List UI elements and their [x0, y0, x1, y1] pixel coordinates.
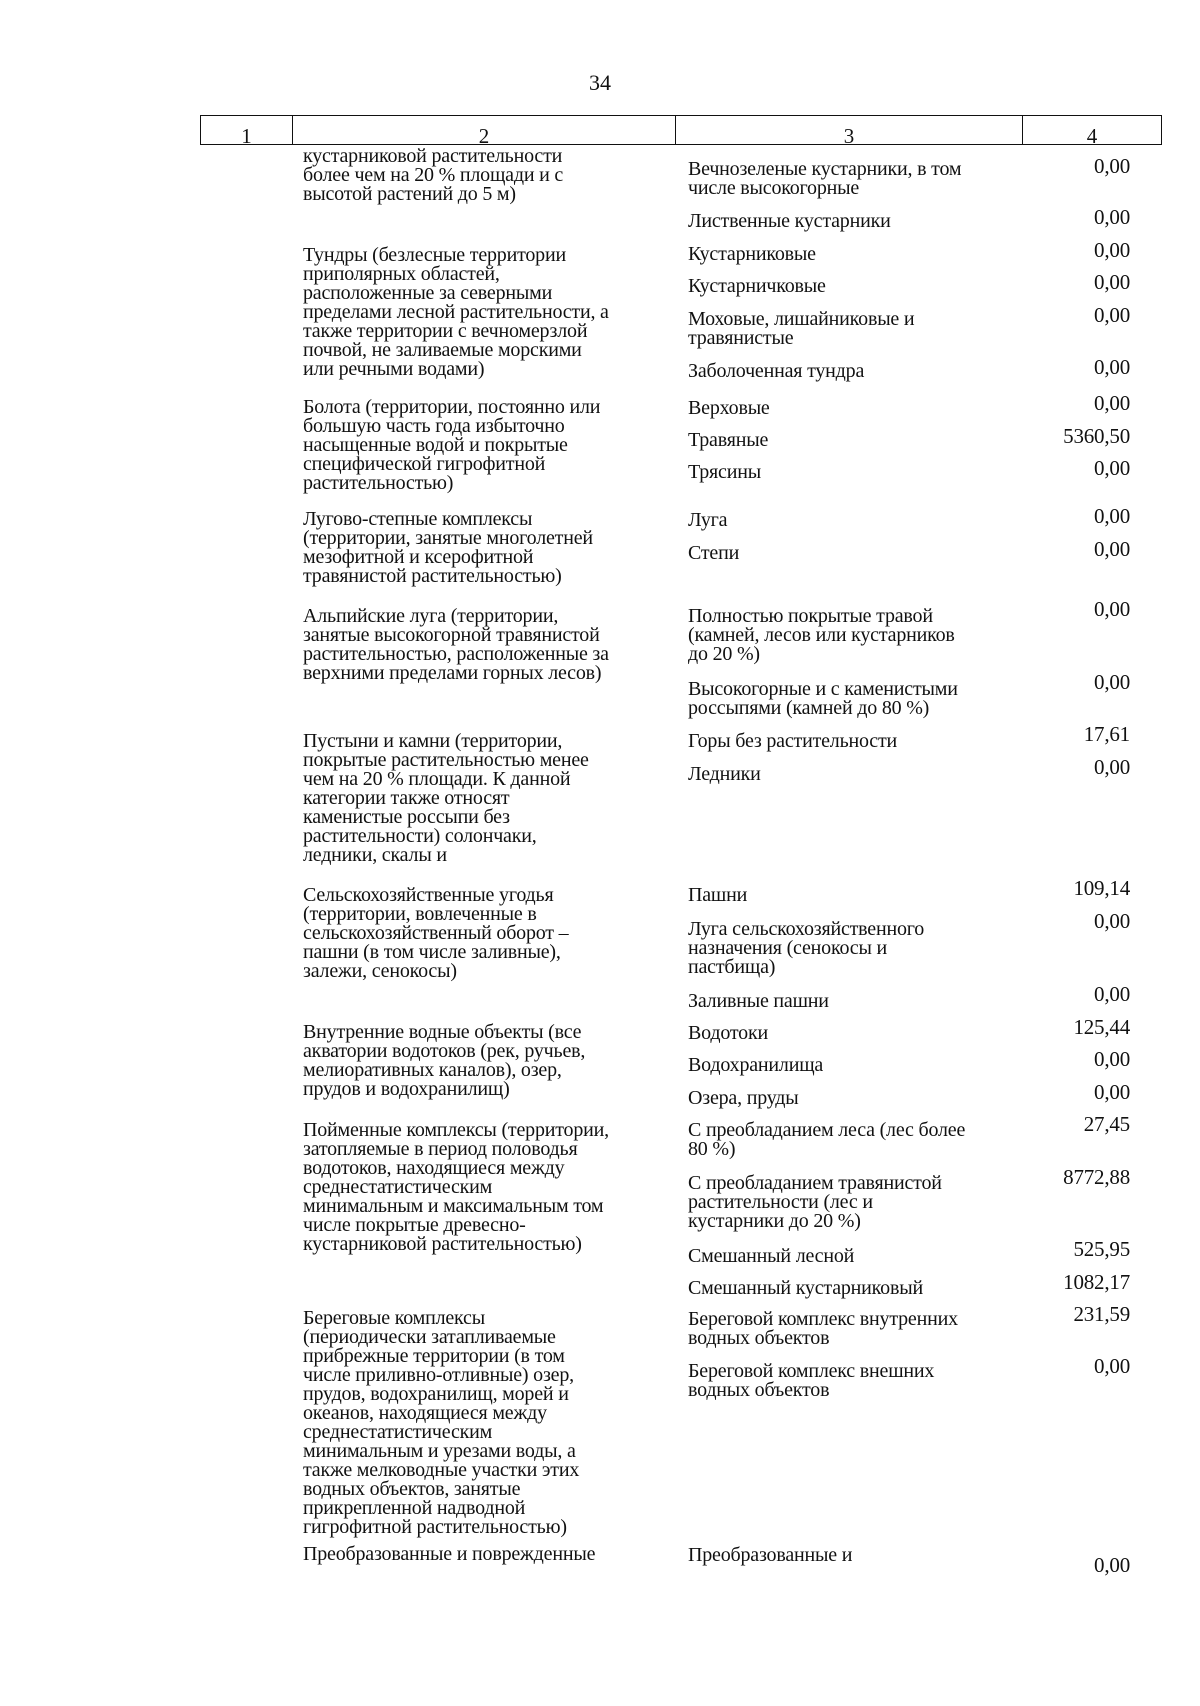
subcategory-cell: Вечнозеленые кустарники, в том числе высокогорные [688, 158, 962, 199]
category-cell: Лугово-степные комплексы (территории, занятые многолетней мезофитной и ксерофитной травянистой растительностью) [303, 508, 593, 587]
subcategory-cell: Пашни [688, 884, 748, 906]
subcategory-cell: Лиственные кустарники [688, 210, 891, 232]
category-cell: Преобразованные и поврежденные [303, 1543, 596, 1565]
header-col-3: 3 [676, 116, 1023, 144]
category-cell: Болота (территории, постоянно или большую часть года избыточно насыщенные водой и покрытые специфической гигрофитной растительностью) [303, 396, 601, 494]
value-cell: 525,95 [1073, 1237, 1130, 1261]
subcategory-cell: Моховые, лишайниковые и травянистые [688, 308, 915, 349]
subcategory-cell: Береговой комплекс внешних водных объектов [688, 1360, 935, 1401]
value-cell: 0,00 [1094, 303, 1130, 327]
value-cell: 8772,88 [1063, 1165, 1130, 1189]
subcategory-cell: Трясины [688, 461, 761, 483]
category-cell: Береговые комплексы (периодически затапливаемые прибрежные территории (в том числе приливно-отливные) озер, прудов, водохранилищ, морей и океанов, находящиеся между среднестатистическим минимальным и урезами воды, а также мелководные участки этих водных объектов, занятые прикрепленной надводной гигрофитной растительностью) [303, 1307, 580, 1538]
subcategory-cell: Кустарничковые [688, 275, 826, 297]
subcategory-cell: Преобразованные и [688, 1544, 853, 1566]
subcategory-cell: Верховые [688, 397, 770, 419]
subcategory-cell: Луга [688, 509, 728, 531]
subcategory-cell: Луга сельскохозяйственного назначения (сенокосы и пастбища) [688, 918, 925, 978]
header-col-2: 2 [293, 116, 676, 144]
subcategory-cell: Водохранилища [688, 1054, 824, 1076]
subcategory-cell: Высокогорные и с каменистыми россыпями (камней до 80 %) [688, 678, 958, 719]
subcategory-cell: Смешанный лесной [688, 1245, 855, 1267]
category-cell: кустарниковой растительности более чем на 20 % площади и с высотой растений до 5 м) [303, 145, 564, 205]
value-cell: 5360,50 [1063, 424, 1130, 448]
subcategory-cell: С преобладанием леса (лес более 80 %) [688, 1119, 966, 1160]
category-cell: Тундры (безлесные территории приполярных областей, расположенные за северными пределами лесной растительности, а также территории с вечномерзлой почвой, не заливаемые морскими или речными водами) [303, 244, 609, 380]
value-cell: 0,00 [1094, 537, 1130, 561]
value-cell: 0,00 [1094, 355, 1130, 379]
value-cell: 0,00 [1094, 909, 1130, 933]
subcategory-cell: Береговой комплекс внутренних водных объектов [688, 1308, 958, 1349]
category-cell: Внутренние водные объекты (все акватории водотоков (рек, ручьев, мелиоративных каналов), озер, прудов и водохранилищ) [303, 1021, 586, 1100]
subcategory-cell: Озера, пруды [688, 1087, 799, 1109]
value-cell: 0,00 [1094, 154, 1130, 178]
page-number: 34 [589, 70, 611, 95]
subcategory-cell: Заболоченная тундра [688, 360, 865, 382]
value-cell: 0,00 [1094, 755, 1130, 779]
value-cell: 0,00 [1094, 1354, 1130, 1378]
value-cell: 0,00 [1094, 391, 1130, 415]
subcategory-cell: Ледники [688, 763, 761, 785]
subcategory-cell: Заливные пашни [688, 990, 829, 1012]
subcategory-cell: Кустарниковые [688, 243, 816, 265]
value-cell: 1082,17 [1063, 1270, 1130, 1294]
value-cell: 0,00 [1094, 270, 1130, 294]
value-cell: 0,00 [1094, 205, 1130, 229]
table-header-row [200, 115, 1162, 148]
value-cell: 0,00 [1094, 1080, 1130, 1104]
category-cell: Сельскохозяйственные угодья (территории, вовлеченные в сельскохозяйственный оборот – пашни (в том числе заливные), залежи, сенокосы) [303, 884, 569, 982]
category-cell: Пустыни и камни (территории, покрытые растительностью менее чем на 20 % площади. К данной категории также относят каменистые россыпи без растительности) солончаки, ледники, скалы и [303, 730, 589, 866]
value-cell: 0,00 [1094, 504, 1130, 528]
value-cell: 0,00 [1094, 670, 1130, 694]
value-cell: 0,00 [1094, 982, 1130, 1006]
value-cell: 0,00 [1094, 1553, 1130, 1577]
value-cell: 0,00 [1094, 456, 1130, 480]
value-cell: 109,14 [1073, 876, 1130, 900]
value-cell: 17,61 [1083, 722, 1130, 746]
subcategory-cell: Травяные [688, 429, 769, 451]
subcategory-cell: Смешанный кустарниковый [688, 1277, 923, 1299]
value-cell: 0,00 [1094, 1047, 1130, 1071]
value-cell: 0,00 [1094, 238, 1130, 262]
header-col-4: 4 [1086, 124, 1098, 148]
value-cell: 125,44 [1073, 1015, 1130, 1039]
subcategory-cell: Степи [688, 542, 740, 564]
subcategory-cell: Горы без растительности [688, 730, 898, 752]
category-cell: Альпийские луга (территории, занятые высокогорной травянистой растительностью, расположенные за верхними пределами горных лесов) [303, 605, 609, 684]
subcategory-cell: Полностью покрытые травой (камней, лесов или кустарников до 20 %) [688, 605, 955, 665]
value-cell: 0,00 [1094, 597, 1130, 621]
category-cell: Пойменные комплексы (территории, затопляемые в период половодья водотоков, находящиеся между среднестатистическим минимальным и максимальным том числе покрытые древесно- кустарниковой растительностью) [303, 1119, 609, 1255]
value-cell: 27,45 [1083, 1112, 1130, 1136]
header-col-1: 1 [201, 116, 293, 144]
subcategory-cell: Водотоки [688, 1022, 768, 1044]
value-cell: 231,59 [1073, 1302, 1130, 1326]
subcategory-cell: С преобладанием травянистой растительности (лес и кустарники до 20 %) [688, 1172, 942, 1232]
